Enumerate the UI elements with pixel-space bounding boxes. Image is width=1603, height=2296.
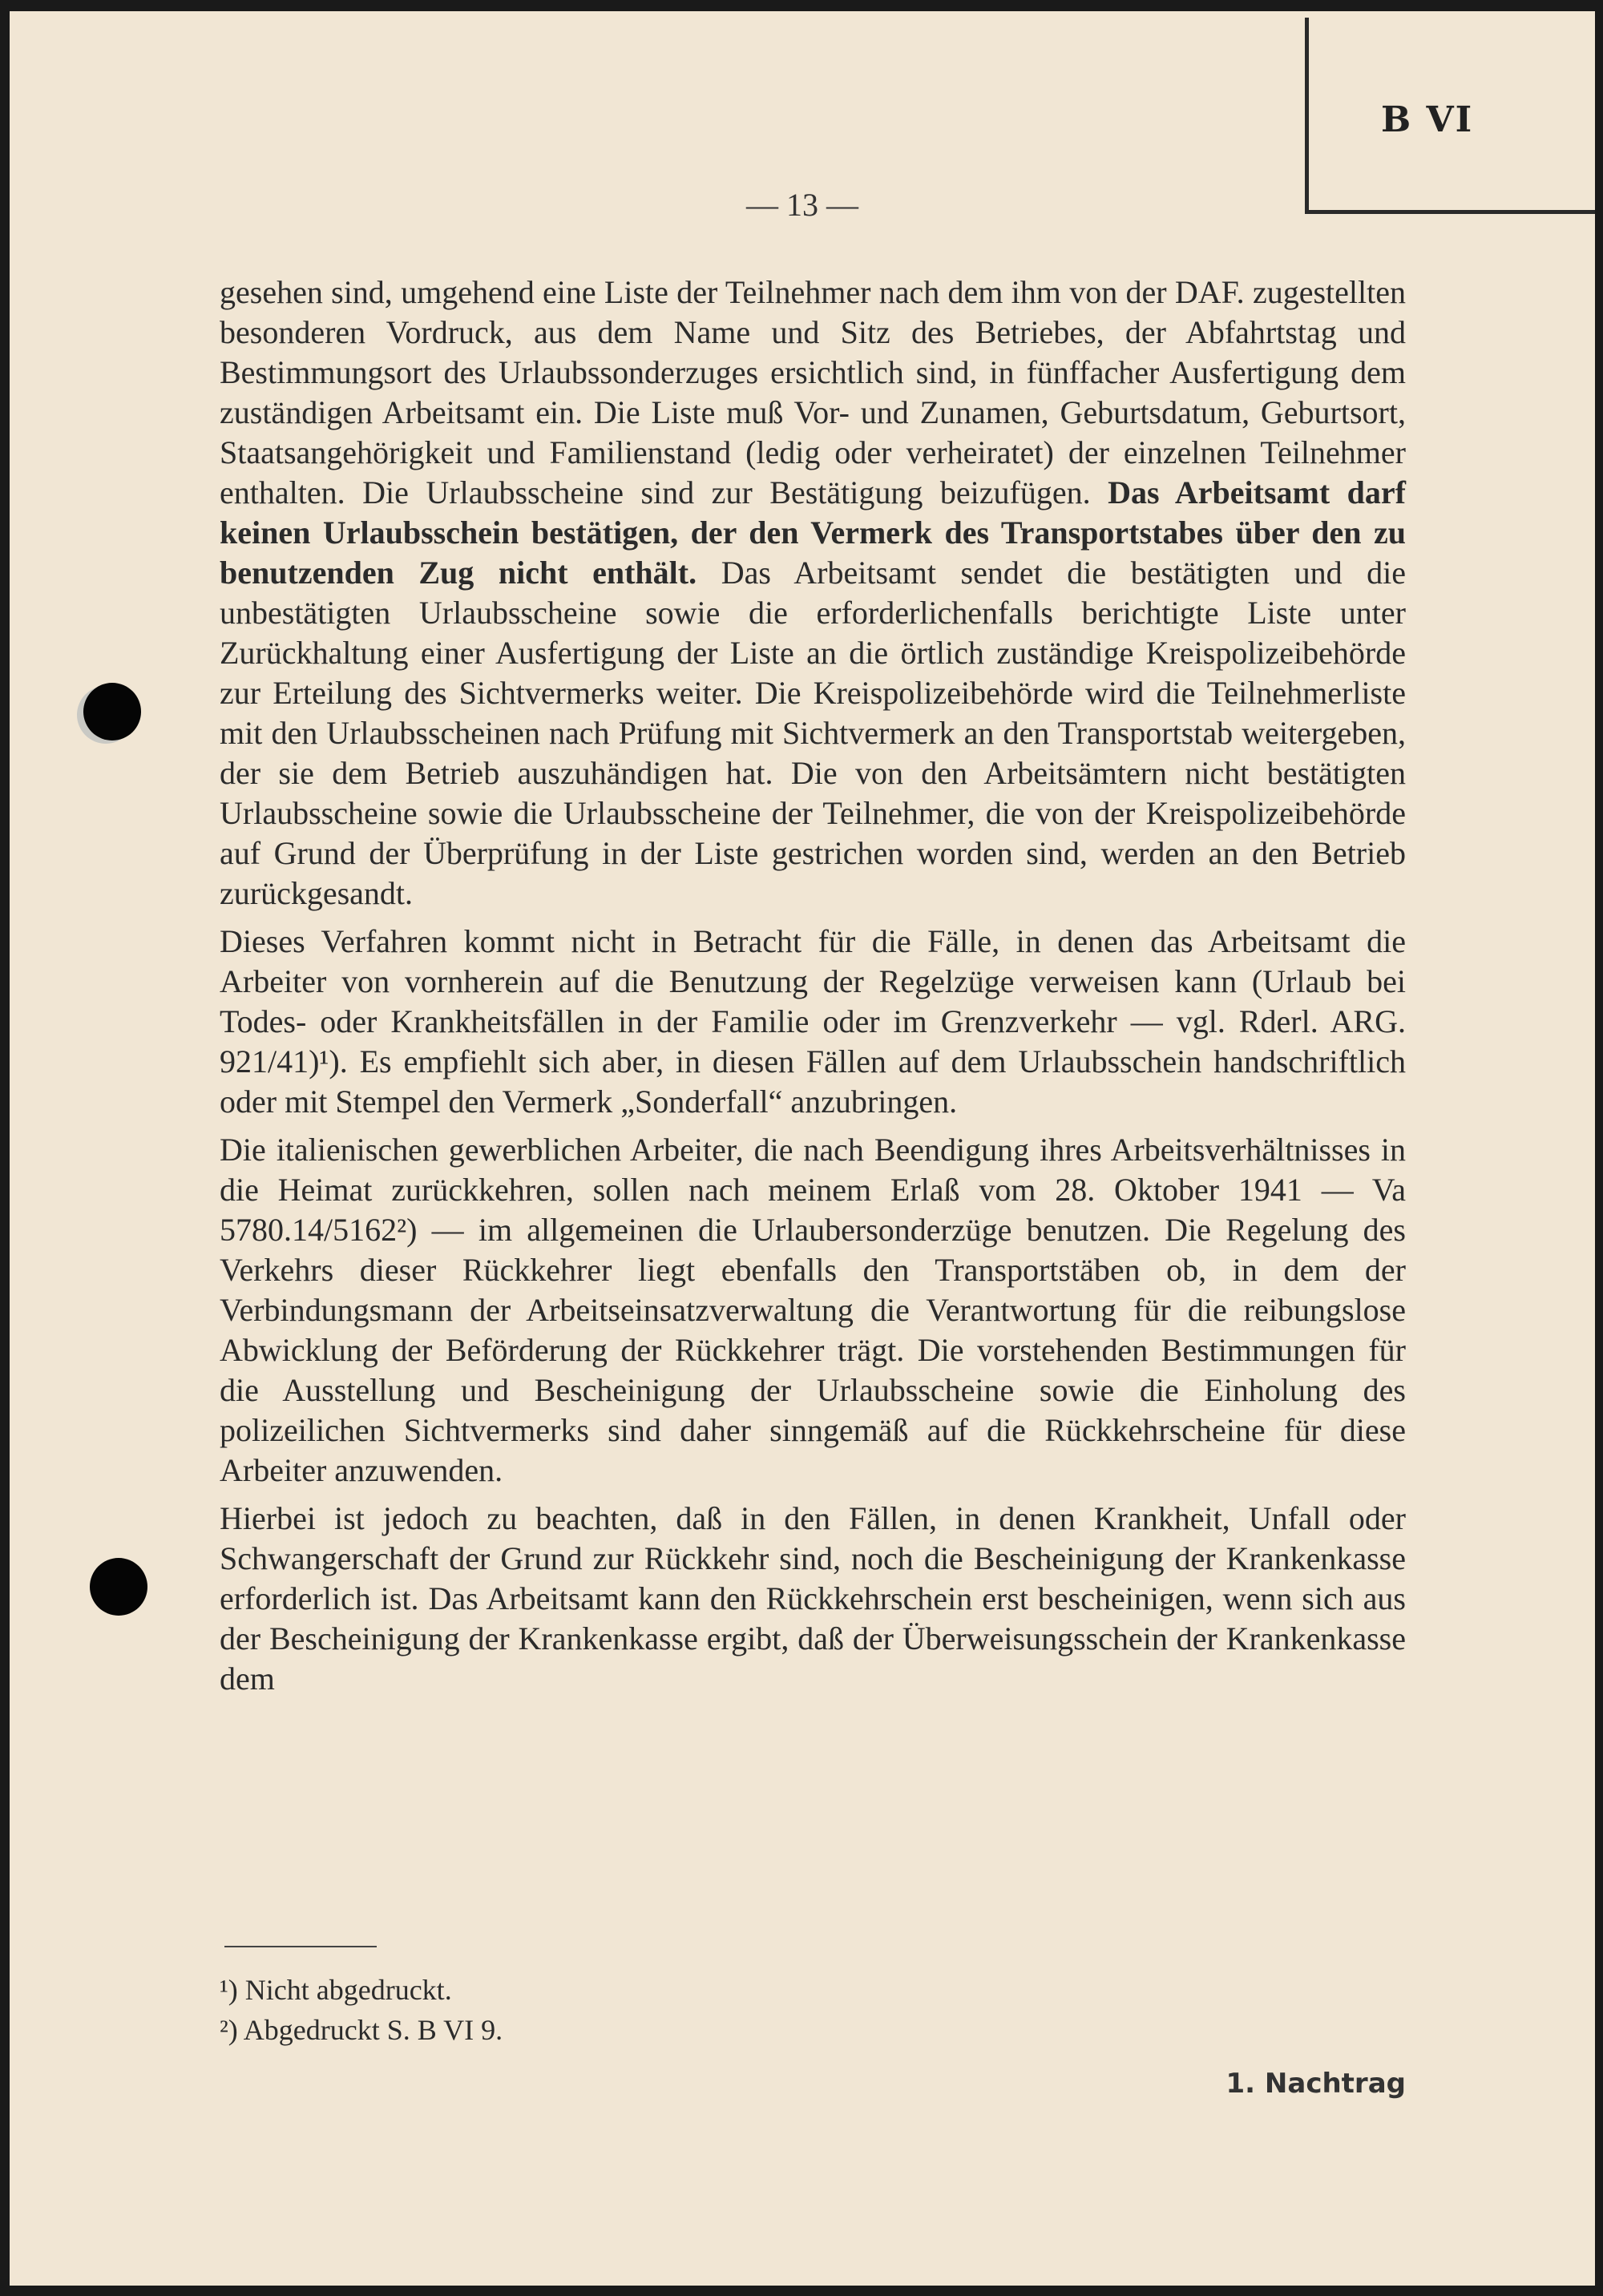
footnote-divider: [224, 1946, 377, 1947]
section-label: B VI: [1381, 99, 1474, 140]
punch-hole-bottom: [90, 1558, 147, 1616]
footnotes: [220, 1970, 503, 2050]
paragraph-4: Hierbei ist jedoch zu beachten, daß in den Fällen, in denen Krankheit, Unfall oder Schwangerschaft der Grund zur Rückkehr sind, noch die Bescheinigung der Krankenkasse erforderlich ist. Das Arbeitsamt kann den Rückkehrschein erst bescheinigen, wenn sich aus der Bescheinigung der Krankenkasse ergibt, daß der Überweisungsschein der Krankenkasse dem: [220, 1500, 1406, 1697]
punch-hole-top: [83, 683, 141, 740]
body-text: [220, 272, 1406, 1707]
document-page: [10, 11, 1595, 2286]
paragraph-3: Die italienischen gewerblichen Arbeiter, die nach Beendigung ihres Arbeitsverhältnisses in die Heimat zurückkehren, sollen nach meinem Erlaß vom 28. Oktober 1941 — Va 5780.14/5162²) — im allgemeinen die Urlaubersonderzüge benutzen. Die Regelung des Verkehrs dieser Rückkehrer liegt ebenfalls den Transportstäben ob, in dem der Verbindungsmann der Arbeitseinsatzverwaltung die Verantwortung für die reibungslose Abwicklung der Beförderung der Rückkehrer trägt. Die vorstehenden Bestimmungen für die Ausstellung und Bescheinigung der Urlaubsscheine sowie die Einholung des polizeilichen Sichtvermerks sind daher sinngemäß auf die Rückkehrscheine für diese Arbeiter anzuwenden.: [220, 1132, 1406, 1488]
footnote-1: ¹) Nicht abgedruckt.: [220, 1974, 452, 2006]
paragraph-1-after: Das Arbeitsamt sendet die bestätigten und die unbestätigten Urlaubsscheine sowie die erforderlichenfalls berichtigte Liste unter Zurückhaltung einer Ausfertigung der Liste an die örtlich zuständige Kreispolizeibehörde zur Erteilung des Sichtvermerks weiter. Die Kreispolizeibehörde wird die Teilnehmerliste mit den Urlaubsscheinen nach Prüfung mit Sichtvermerk an den Transportstab weitergeben, der sie dem Betrieb auszuhändigen hat. Die von den Arbeitsämtern nicht bestätigten Urlaubsscheine sowie die Urlaubsscheine der Teilnehmer, die von der Kreispolizeibehörde auf Grund der Überprüfung in der Liste gestrichen worden sind, werden an den Betrieb zurückgesandt.: [220, 555, 1407, 911]
paragraph-1: [220, 272, 1406, 914]
footnote-2: ²) Abgedruckt S. B VI 9.: [220, 2014, 503, 2046]
supplement-label: 1. Nachtrag: [1225, 2068, 1406, 2100]
page-number: — 13 —: [746, 187, 858, 223]
section-tab: [1305, 18, 1595, 214]
paragraph-2: Dieses Verfahren kommt nicht in Betracht für die Fälle, in denen das Arbeitsamt die Arbeiter von vornherein auf die Benutzung der Regelzüge verweisen kann (Urlaub bei Todes- oder Krankheitsfällen in der Familie oder im Grenzverkehr — vgl. Rderl. ARG. 921/41)¹). Es empfiehlt sich aber, in diesen Fällen auf dem Urlaubsschein handschriftlich oder mit Stempel den Vermerk „Sonderfall“ anzubringen.: [220, 923, 1406, 1120]
paragraph-1-bold: Das Arbeitsamt darf keinen Urlaubsschein bestätigen, der den Vermerk des Transportstabes über den zu benutzenden Zug nicht enthält.: [220, 474, 1406, 591]
paragraph-1-text: gesehen sind, umgehend eine Liste der Teilnehmer nach dem ihm von der DAF. zugestellten besonderen Vordruck, aus dem Name und Sitz des Betriebes, der Abfahrtstag und Bestimmungsort des Urlaubssonderzuges ersichtlich sind, in fünffacher Ausfertigung dem zuständigen Arbeitsamt ein. Die Liste muß Vor- und Zunamen, Geburtsdatum, Geburtsort, Staatsangehörigkeit und Familienstand (ledig oder verheiratet) der einzelnen Teilnehmer enthalten. Die Urlaubsscheine sind zur Bestätigung beizufügen.: [220, 274, 1406, 510]
